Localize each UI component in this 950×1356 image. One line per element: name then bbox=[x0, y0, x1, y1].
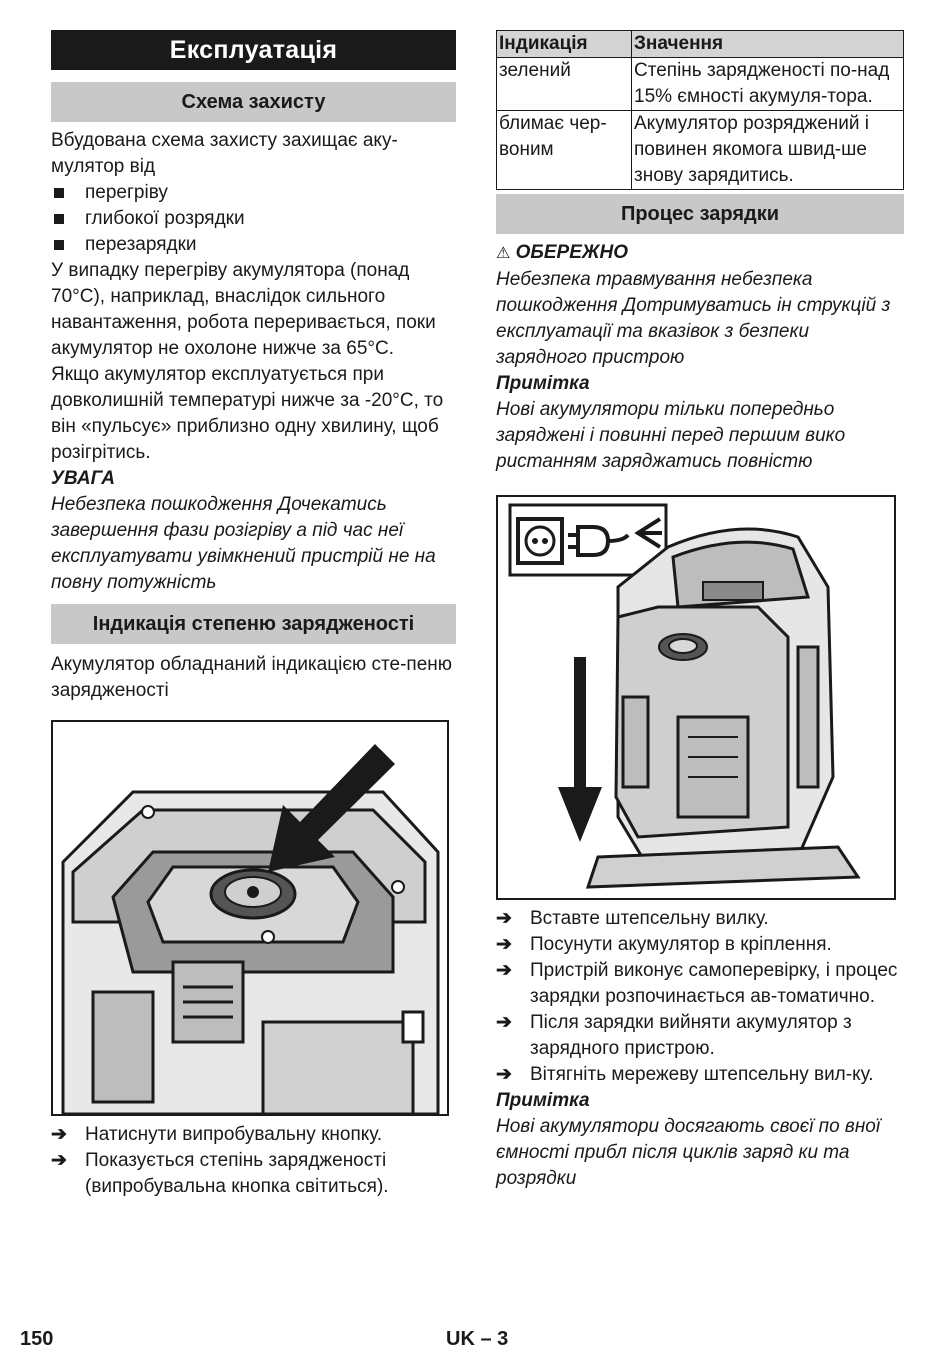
table-row bbox=[497, 58, 904, 111]
square-bullet-icon bbox=[54, 240, 64, 250]
list-item: перегріву bbox=[51, 180, 456, 206]
page-title: Експлуатація bbox=[51, 30, 456, 70]
left-column bbox=[51, 30, 456, 1200]
note1-label: Примітка bbox=[496, 373, 590, 394]
list-item: глибокої розрядки bbox=[51, 206, 456, 232]
list-item: ➔ Після зарядки вийняти акумулятор з зарядного пристрою. bbox=[496, 1012, 852, 1059]
arrow-right-icon: ➔ bbox=[51, 1150, 67, 1171]
charger-illustration bbox=[498, 497, 894, 898]
list-item: ➔ Натиснути випробувальну кнопку. bbox=[51, 1122, 456, 1148]
table-header: Індикація bbox=[497, 31, 632, 58]
table-cell: зелений bbox=[497, 58, 632, 111]
warning-triangle-icon: ⚠ bbox=[496, 245, 511, 262]
square-bullet-icon bbox=[54, 214, 64, 224]
cold-text: Якщо акумулятор експлуатується при довколишній температурі нижче за -20°C, то він «пульсує» приблизно одну хвилину, щоб розігрітись. bbox=[51, 364, 444, 463]
overheat-text: У випадку перегріву акумулятора (понад 70°C), наприклад, внаслідок сильного навантаження, робота переривається, поки акумулятор не охолоне нижче за 65°C. bbox=[51, 260, 436, 359]
table-cell: блимає чер-воним bbox=[497, 111, 632, 190]
attention-text: Небезпека пошкодження Дочекатись завершення фази розігріву а під час неї експлуатувати увімкнений пристрій не на повну потужність bbox=[51, 494, 436, 593]
page-number: 150 bbox=[20, 1328, 54, 1350]
attention-label: УВАГА bbox=[51, 468, 116, 489]
battery-test-button-figure bbox=[51, 720, 449, 1116]
caution-text: Небезпека травмування небезпека пошкодження Дотримуватись ін струкцій з експлуатації та вказівок з безпеки зарядного пристрою bbox=[496, 269, 891, 368]
arrow-right-icon: ➔ bbox=[496, 1012, 512, 1033]
table-header: Значення bbox=[632, 31, 904, 58]
charging-steps bbox=[496, 906, 904, 1088]
charge-indication-heading: Індикація степеню зарядженості bbox=[51, 604, 456, 644]
charging-heading: Процес зарядки bbox=[496, 194, 904, 234]
arrow-right-icon: ➔ bbox=[496, 934, 512, 955]
table-cell: Акумулятор розряджений і повинен якомога швид-ше знову зарядитись. bbox=[632, 111, 904, 190]
indication-table bbox=[496, 30, 904, 190]
charger-figure bbox=[496, 495, 896, 900]
arrow-right-icon: ➔ bbox=[496, 960, 512, 981]
charge-indication-steps bbox=[51, 1122, 456, 1200]
list-item: ➔ Пристрій виконує самоперевірку, і процес зарядки розпочинається ав-томатично. bbox=[496, 960, 898, 1007]
square-bullet-icon bbox=[54, 188, 64, 198]
table-header-row bbox=[497, 31, 904, 58]
charge-indication-intro: Акумулятор обладнаний індикацією сте-пеню зарядженості bbox=[51, 654, 453, 701]
caution-label: ⚠ ОБЕРЕЖНО bbox=[496, 242, 628, 263]
list-item: перезарядки bbox=[51, 232, 456, 258]
arrow-right-icon: ➔ bbox=[496, 1064, 512, 1085]
note2-label: Примітка bbox=[496, 1090, 590, 1111]
arrow-right-icon: ➔ bbox=[51, 1124, 67, 1145]
table-cell: Степінь зарядженості по-над 15% ємності акумуля-тора. bbox=[632, 58, 904, 111]
list-item: ➔ Показується степінь зарядженості (випробувальна кнопка світиться). bbox=[51, 1150, 389, 1197]
list-item: ➔ Посунути акумулятор в кріплення. bbox=[496, 932, 904, 958]
arrow-right-icon: ➔ bbox=[496, 908, 512, 929]
protection-intro: Вбудована схема захисту захищає аку-мулятор від bbox=[51, 130, 398, 177]
note2-text: Нові акумулятори досягають своєї по вної ємності прибл після циклів заряд ки та розрядки bbox=[496, 1116, 881, 1189]
protection-list bbox=[51, 180, 456, 258]
protection-heading: Схема захисту bbox=[51, 82, 456, 122]
lang-page-label: UK – 3 bbox=[446, 1328, 509, 1350]
table-row bbox=[497, 111, 904, 190]
note1-text: Нові акумулятори тільки попередньо заряджені і повинні перед першим вико ристанням заряджатись повністю bbox=[496, 399, 846, 472]
list-item: ➔ Вставте штепсельну вилку. bbox=[496, 906, 904, 932]
battery-illustration bbox=[53, 722, 447, 1114]
list-item: ➔ Вітягніть мережеву штепсельну вил-ку. bbox=[496, 1062, 904, 1088]
right-column bbox=[496, 30, 904, 1192]
